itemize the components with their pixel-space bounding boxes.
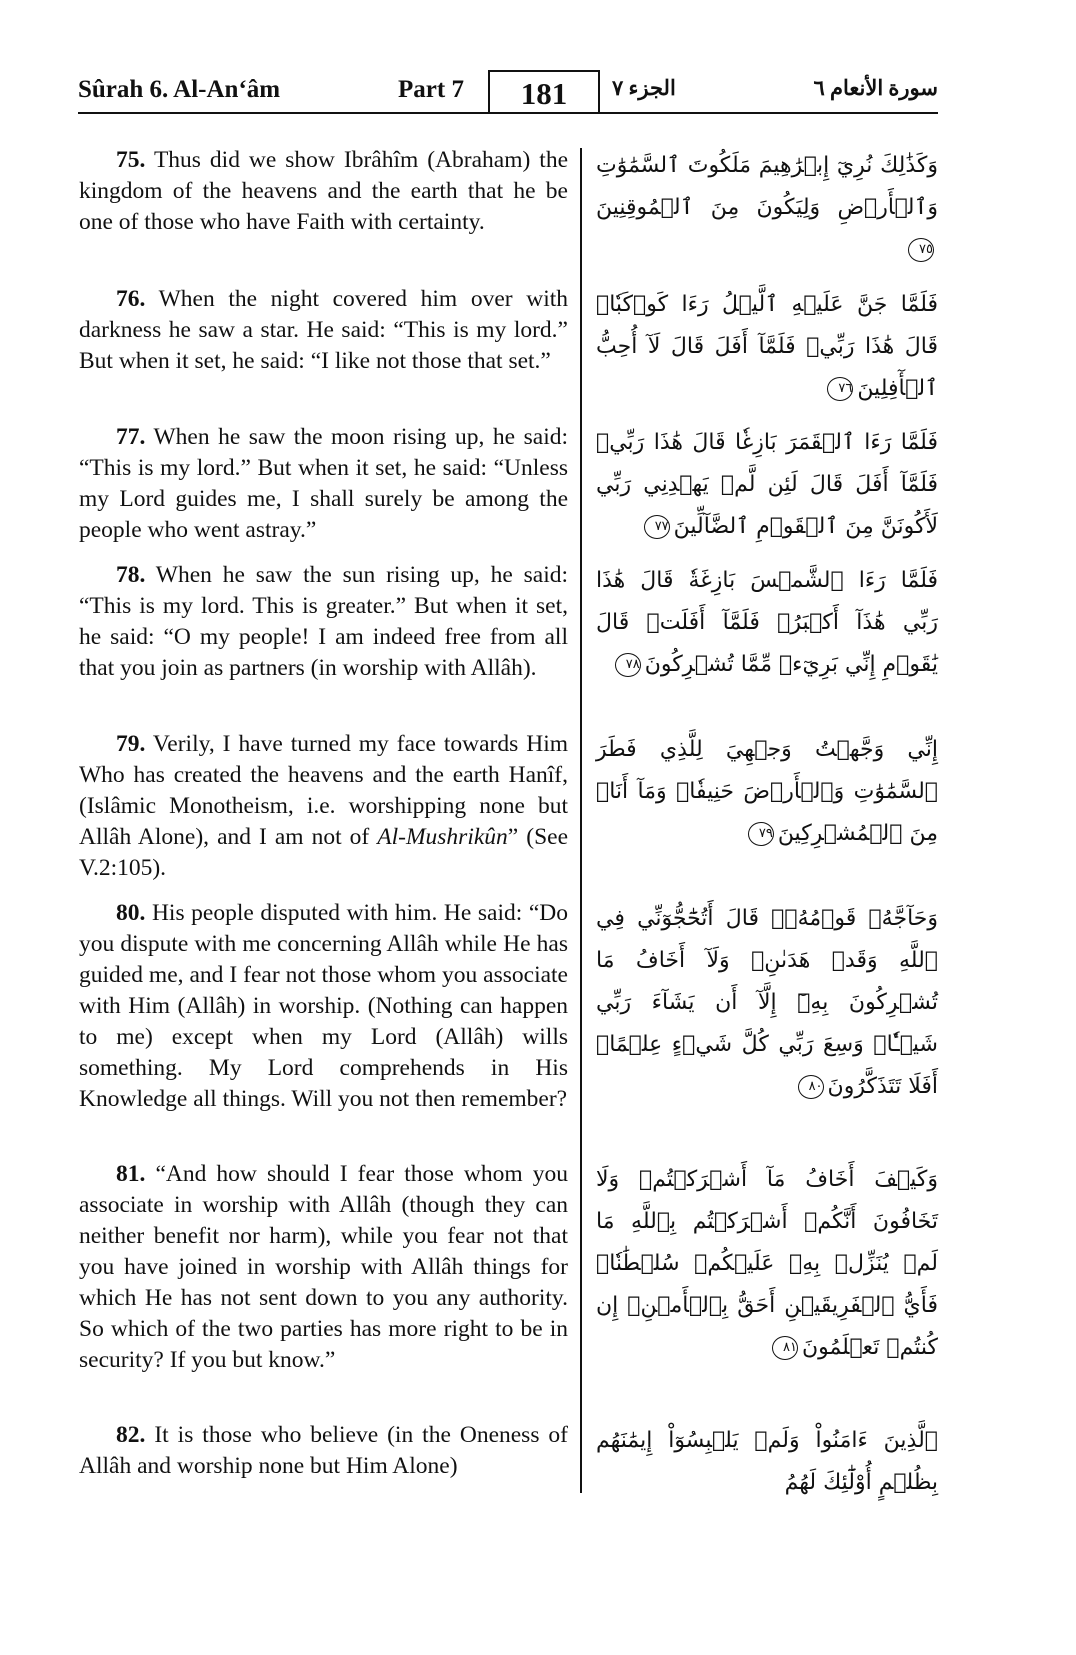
ayah-marker: ٧٨ xyxy=(615,653,641,677)
verse-78-arabic xyxy=(596,560,938,686)
ayah-marker: ٨١ xyxy=(772,1336,798,1360)
verse-75-translation xyxy=(79,145,568,238)
verse-text: Thus did we show Ibrâhîm (Abraham) the kingdom of the heavens and the earth that he be one of those who have Faith with certainty. xyxy=(79,147,569,235)
verse-text: When he saw the moon rising up, he said: “This is my lord.” But when it set, he said: “Unless my Lord guides me, I shall surely be among the people who went astray.” xyxy=(79,424,568,543)
ayah-marker: ٧٩ xyxy=(748,822,774,846)
arabic-text: فَلَمَّا جَنَّ عَلَيۡهِ ٱلَّيۡلُ رَءَا كَوۡكَبٗاۖ قَالَ هَٰذَا رَبِّيۖ فَلَمَّآ أَفَلَ قَالَ لَآ أُحِبُّ ٱلۡأٓفِلِينَ xyxy=(596,292,938,401)
header-rule xyxy=(78,112,938,114)
verse-79-translation xyxy=(79,729,568,884)
verse-text: When he saw the sun rising up, he said: “This is my lord. This is greater.” But when it set, he said: “O my people! I am indeed free from all that you join as partners (in worship with Allâh). xyxy=(79,562,568,681)
page-number: 181 xyxy=(488,70,600,114)
arabic-text: فَلَمَّا رَءَا ٱلۡقَمَرَ بَازِغٗا قَالَ هَٰذَا رَبِّيۖ فَلَمَّآ أَفَلَ قَالَ لَئِن لَّمۡ يَهۡدِنِي رَبِّي لَأَكُونَنَّ مِنَ ٱلۡقَوۡمِ ٱلضَّآلِّينَ xyxy=(596,430,938,539)
verse-number: 80. xyxy=(116,900,146,926)
verse-77-translation xyxy=(79,422,568,546)
arabic-text: ٱلَّذِينَ ءَامَنُواْ وَلَمۡ يَلۡبِسُوٓاْ إِيمَٰنَهُم بِظُلۡمٍ أُوْلَٰٓئِكَ لَهُمُ xyxy=(596,1428,938,1495)
verse-number: 81. xyxy=(116,1161,146,1187)
verse-75-arabic xyxy=(596,145,938,271)
verse-number: 75. xyxy=(116,147,146,173)
surah-title-en: Sûrah 6. Al-An‘âm xyxy=(78,76,281,103)
verse-text: When the night covered him over with darkness he saw a star. He said: “This is my lord.” But when it set, he said: “I like not those that set.” xyxy=(79,286,568,374)
arabic-text: وَحَآجَّهُۥ قَوۡمُهُۥۚ قَالَ أَتُحَٰٓجُّوٓنِّي فِي ٱللَّهِ وَقَدۡ هَدَىٰنِۚ وَلَآ أَخَافُ مَا تُشۡرِكُونَ بِهِۦٓ إِلَّآ أَن يَشَآءَ رَبِّي شَيۡـٔٗاۚ وَسِعَ رَبِّي كُلَّ شَيۡءٍ عِلۡمًاۚ أَفَلَا تَتَذَكَّرُونَ xyxy=(596,906,938,1099)
verse-79-arabic xyxy=(596,729,938,855)
ayah-marker: ٧٧ xyxy=(644,515,670,539)
verse-text: “And how should I fear those whom you associate in worship with Allâh (though they can neither benefit nor harm), while you fear not that you have joined in worship with Allâh things for which He has not sent down to you any authority. So which of the two parties has more right to be in security? If you but know.” xyxy=(79,1161,568,1373)
verse-82-translation xyxy=(79,1420,568,1482)
arabic-text: وَكَيۡفَ أَخَافُ مَآ أَشۡرَكۡتُمۡ وَلَا تَخَافُونَ أَنَّكُمۡ أَشۡرَكۡتُم بِٱللَّهِ مَا لَمۡ يُنَزِّلۡ بِهِۦ عَلَيۡكُمۡ سُلۡطَٰنٗاۚ فَأَيُّ ٱلۡفَرِيقَيۡنِ أَحَقُّ بِٱلۡأَمۡنِۖ إِن كُنتُمۡ تَعۡلَمُونَ xyxy=(596,1167,938,1360)
juz-label-ar: الجزء ٧ xyxy=(612,76,676,100)
verse-76-translation xyxy=(79,284,568,377)
arabic-text: فَلَمَّا رَءَا ٱلشَّمۡسَ بَازِغَةٗ قَالَ هَٰذَا رَبِّي هَٰذَآ أَكۡبَرُۖ فَلَمَّآ أَفَلَتۡ قَالَ يَٰقَوۡمِ إِنِّي بَرِيٓءٞ مِّمَّا تُشۡرِكُونَ xyxy=(596,568,938,677)
verse-80-arabic xyxy=(596,898,938,1108)
arabic-text: وَكَذَٰلِكَ نُرِيٓ إِبۡرَٰهِيمَ مَلَكُوتَ ٱلسَّمَٰوَٰتِ وَٱلۡأَرۡضِ وَلِيَكُونَ مِنَ ٱلۡمُوقِنِينَ xyxy=(596,153,938,220)
verse-81-translation xyxy=(79,1159,568,1376)
verse-81-arabic xyxy=(596,1159,938,1369)
verse-text-after: ” (See V.2:105). xyxy=(79,824,569,881)
verse-text: His people disputed with him. He said: “Do you dispute with me concerning Allâh while He has guided me, and I fear not those whom you associate with Him (Allâh) in worship. (Nothing can happen to me) except when my Lord (Allâh) wills something. My Lord comprehends in His Knowledge all things. Will you not then remember? xyxy=(79,900,568,1112)
page-header xyxy=(0,0,1076,130)
verse-82-arabic xyxy=(596,1420,938,1504)
verse-76-arabic xyxy=(596,284,938,410)
verse-number: 82. xyxy=(116,1422,146,1448)
verse-number: 79. xyxy=(116,731,146,757)
verse-80-translation xyxy=(79,898,568,1115)
verse-78-translation xyxy=(79,560,568,684)
verse-text: It is those who believe (in the Oneness of Allâh and worship none but Him Alone) xyxy=(79,1422,569,1479)
verse-number: 76. xyxy=(116,286,146,312)
verse-text: Verily, I have turned my face towards Him Who has created the heavens and the earth Hanîf, (Islâmic Monotheism, i.e. worshipping none but Allâh Alone), and I am not of xyxy=(79,731,569,850)
arabic-text: إِنِّي وَجَّهۡتُ وَجۡهِيَ لِلَّذِي فَطَرَ ٱلسَّمَٰوَٰتِ وَٱلۡأَرۡضَ حَنِيفٗاۖ وَمَآ أَنَا۠ مِنَ ٱلۡمُشۡرِكِينَ xyxy=(596,737,938,846)
verse-77-arabic xyxy=(596,422,938,548)
part-label: Part 7 xyxy=(398,76,464,103)
ayah-marker: ٧٦ xyxy=(827,377,853,401)
column-divider xyxy=(580,148,582,1493)
verse-number: 78. xyxy=(116,562,146,588)
ayah-marker: ٨٠ xyxy=(798,1075,824,1099)
surah-title-ar: سورة الأنعام ٦ xyxy=(813,76,938,100)
ayah-marker: ٧٥ xyxy=(908,238,934,262)
verse-italic-term: Al-Mushrikûn xyxy=(377,824,508,850)
verse-number: 77. xyxy=(116,424,146,450)
